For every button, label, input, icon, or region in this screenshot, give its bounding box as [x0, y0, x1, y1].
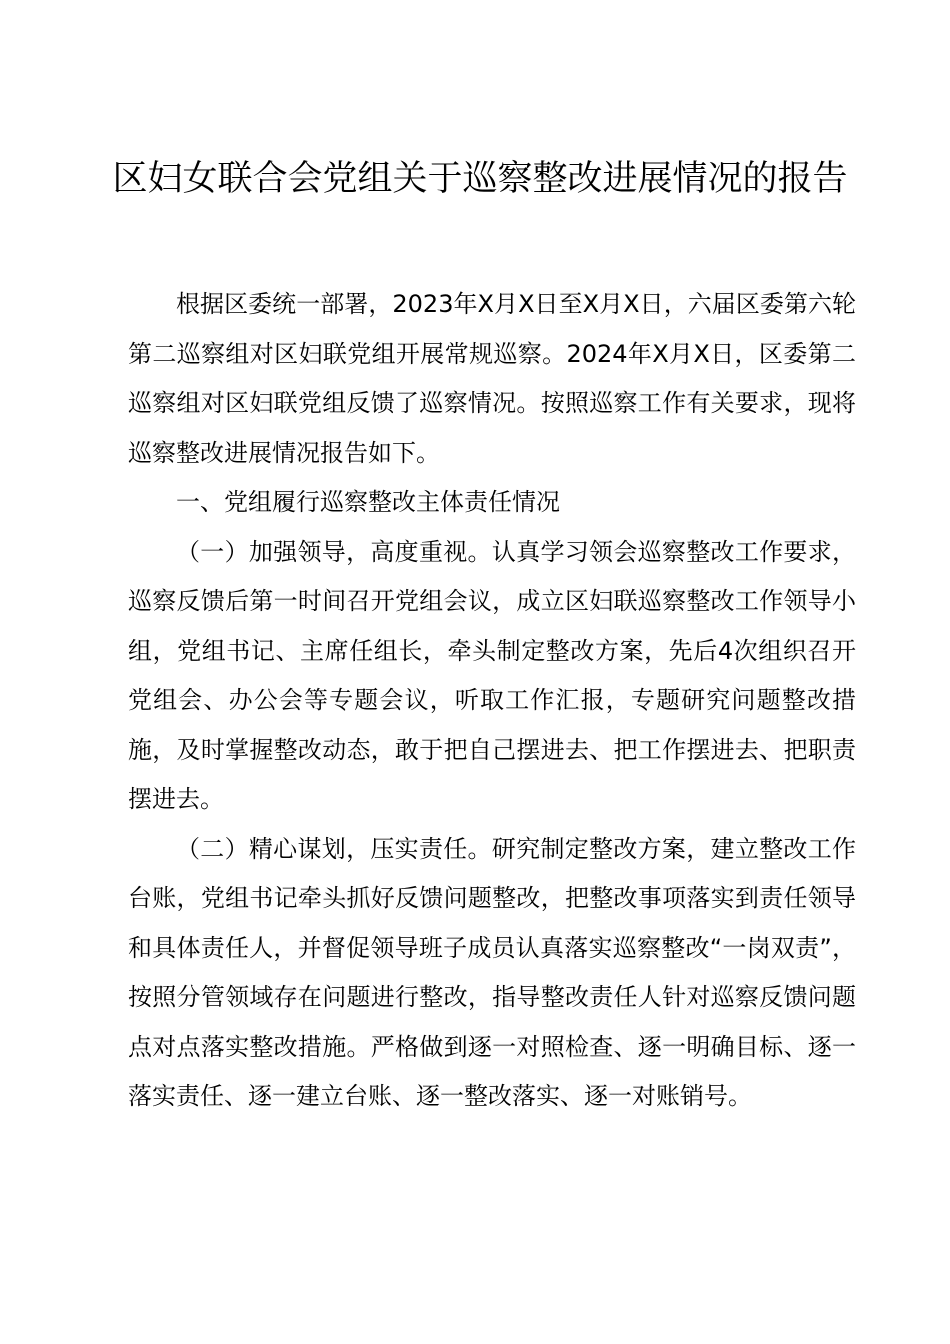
document-body: [128, 280, 856, 1122]
subsection-paragraph-1: （一）加强领导，高度重视。认真学习领会巡察整改工作要求，巡察反馈后第一时间召开党组会议，成立区妇联巡察整改工作领导小组，党组书记、主席任组长，牵头制定整改方案，先后4次组织召开党组会、办公会等专题会议，听取工作汇报，专题研究问题整改措施，及时掌握整改动态，敢于把自己摆进去、把工作摆进去、把职责摆进去。: [128, 537, 856, 813]
intro-paragraph: 根据区委统一部署，2023年X月X日至X月X日，六届区委第六轮第二巡察组对区妇联党组开展常规巡察。2024年X月X日，区委第二巡察组对区妇联党组反馈了巡察情况。按照巡察工作有关要求，现将巡察整改进展情况报告如下。: [128, 290, 856, 467]
document-title: 区妇女联合会党组关于巡察整改进展情况的报告: [112, 159, 848, 199]
subsection-paragraph-2: （二）精心谋划，压实责任。研究制定整改方案，建立整改工作台账，党组书记牵头抓好反馈问题整改，把整改事项落实到责任领导和具体责任人，并督促领导班子成员认真落实巡察整改“一岗双责”，按照分管领域存在问题进行整改，指导整改责任人针对巡察反馈问题点对点落实整改措施。严格做到逐一对照检查、逐一明确目标、逐一落实责任、逐一建立台账、逐一整改落实、逐一对账销号。: [128, 834, 856, 1110]
section-heading-1: 一、党组履行巡察整改主体责任情况: [176, 488, 560, 516]
